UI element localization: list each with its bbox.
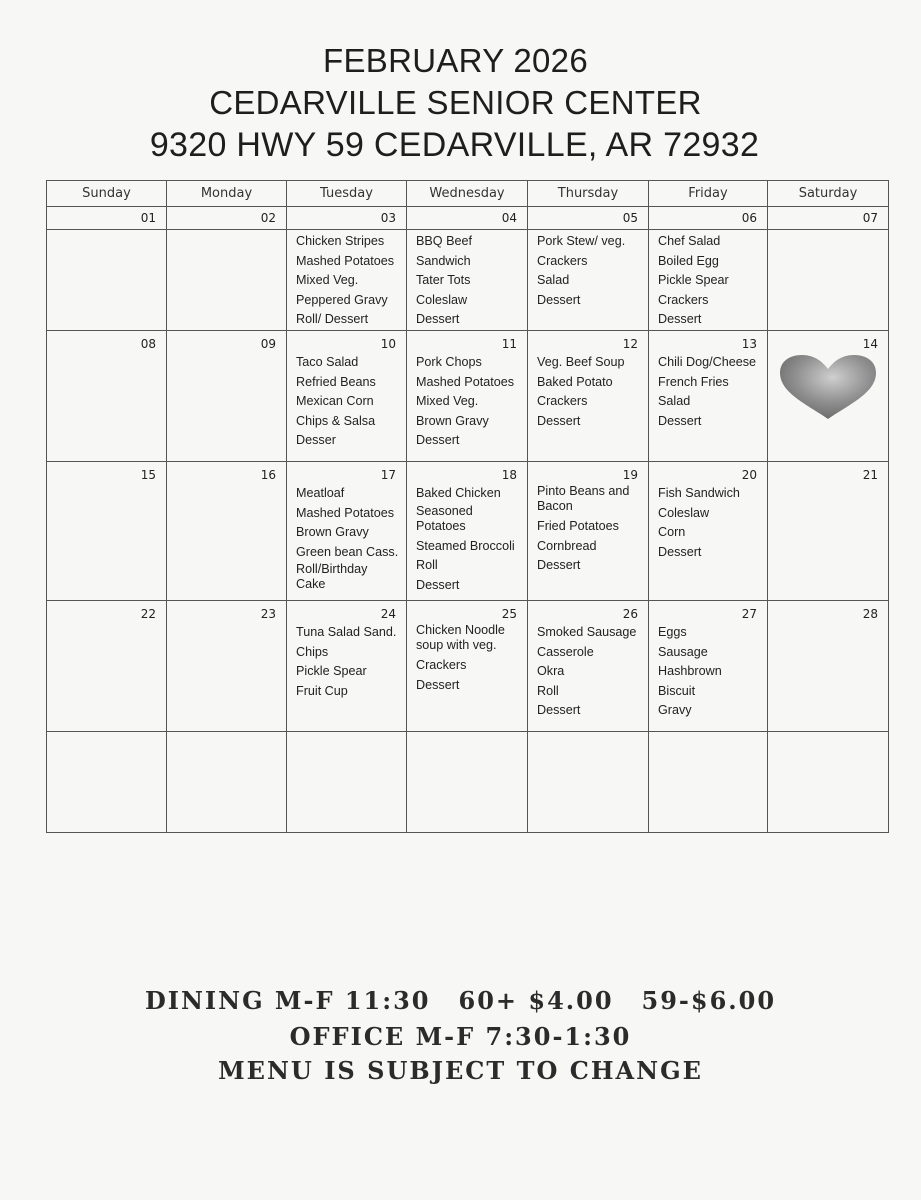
date-04: 04	[407, 207, 528, 230]
menu-list	[528, 230, 648, 310]
menu-item: Salad	[537, 273, 570, 288]
date-22: 22	[140, 607, 156, 621]
menu-item: Peppered Gravy	[296, 292, 388, 307]
menu-item: Biscuit	[658, 683, 696, 698]
day-cell-menu	[407, 462, 528, 601]
menu-item: Dessert	[658, 312, 702, 327]
weekday-tuesday: Tuesday	[287, 181, 407, 207]
menu-list	[407, 621, 527, 695]
date-14: 14	[862, 337, 878, 351]
menu-list	[649, 621, 767, 721]
menu-list	[287, 351, 406, 451]
date-11: 11	[501, 337, 517, 351]
menu-item: Brown Gravy	[416, 413, 489, 428]
day-cell	[47, 601, 167, 732]
day-cell	[407, 732, 528, 833]
menu-item: Refried Beans	[296, 374, 376, 389]
day-cell-menu	[287, 230, 407, 331]
weekday-thursday: Thursday	[528, 181, 649, 207]
menu-item: Coleslaw	[658, 505, 710, 520]
dining-hours: DINING M-F 11:30	[144, 986, 431, 1015]
date-24: 24	[380, 607, 396, 621]
menu-item: Mexican Corn	[296, 394, 374, 409]
day-cell	[47, 732, 167, 833]
calendar-header	[0, 40, 921, 166]
menu-item: Baked Chicken	[416, 486, 501, 500]
menu-item: Mashed Potatoes	[296, 505, 395, 520]
menu-item: Smoked Sausage	[537, 625, 637, 639]
menu-item: Crackers	[537, 394, 588, 409]
day-cell	[768, 230, 889, 331]
menu-item: Salad	[658, 394, 691, 409]
menu-item: Fried Potatoes	[537, 519, 619, 533]
menu-item: Fish Sandwich	[658, 486, 740, 500]
day-cell	[167, 331, 287, 462]
date-21: 21	[862, 468, 878, 482]
date-27: 27	[741, 607, 757, 621]
menu-item: Pickle Spear	[658, 273, 729, 288]
menu-item: Brown Gravy	[296, 525, 369, 540]
menu-item: Veg. Beef Soup	[537, 355, 625, 369]
date-07: 07	[768, 207, 889, 230]
day-cell	[768, 462, 889, 601]
price-60-plus: 60+ $4.00	[458, 986, 614, 1015]
menu-item: Boiled Egg	[658, 253, 719, 268]
menu-item: Dessert	[416, 312, 460, 327]
menu-list	[407, 482, 527, 595]
menu-item: Chef Salad	[658, 234, 721, 248]
day-cell-menu	[649, 230, 768, 331]
day-cell	[768, 601, 889, 732]
menu-list	[528, 482, 648, 576]
menu-list	[649, 351, 767, 431]
weekday-header-row	[47, 181, 889, 207]
menu-item: Pork Stew/ veg.	[537, 234, 626, 248]
day-cell	[167, 462, 287, 601]
menu-item: Chips & Salsa	[296, 413, 376, 428]
date-09: 09	[260, 337, 276, 351]
menu-item: Dessert	[416, 677, 460, 692]
menu-list	[649, 482, 767, 562]
day-cell-menu	[649, 462, 768, 601]
menu-list	[528, 621, 648, 721]
week5-empty-row	[47, 732, 889, 833]
menu-item: Chips	[296, 644, 329, 659]
date-13: 13	[741, 337, 757, 351]
date-03: 03	[287, 207, 407, 230]
menu-item: Chili Dog/Cheese	[658, 355, 757, 369]
day-cell	[167, 601, 287, 732]
day-cell-menu	[528, 331, 649, 462]
menu-list	[287, 621, 406, 701]
day-cell-menu	[528, 230, 649, 331]
day-cell	[167, 230, 287, 331]
week1-date-row	[47, 207, 889, 230]
week2-row	[47, 331, 889, 462]
menu-item: Cornbread	[537, 538, 597, 553]
menu-item: Fruit Cup	[296, 683, 348, 698]
menu-calendar	[46, 180, 889, 833]
menu-item: Dessert	[658, 544, 702, 559]
menu-item: French Fries	[658, 374, 729, 389]
weekday-friday: Friday	[649, 181, 768, 207]
date-18: 18	[501, 468, 517, 482]
center-name: CEDARVILLE SENIOR CENTER	[209, 84, 702, 121]
menu-item: Dessert	[537, 558, 581, 573]
menu-item: Coleslaw	[416, 292, 468, 307]
dining-info	[0, 986, 921, 1015]
day-cell	[528, 732, 649, 833]
menu-item: Meatloaf	[296, 486, 345, 500]
week3-row	[47, 462, 889, 601]
weekday-wednesday: Wednesday	[407, 181, 528, 207]
menu-item: Mixed Veg.	[296, 273, 359, 288]
day-cell-menu	[649, 331, 768, 462]
menu-item: Casserole	[537, 644, 594, 659]
date-08: 08	[140, 337, 156, 351]
menu-item: Chicken Noodle soup with veg.	[416, 623, 505, 652]
menu-notice: MENU IS SUBJECT TO CHANGE	[218, 1056, 703, 1085]
menu-item: Green bean Cass.	[296, 544, 399, 559]
menu-item: Taco Salad	[296, 355, 359, 369]
date-16: 16	[260, 468, 276, 482]
day-cell	[649, 732, 768, 833]
office-hours: OFFICE M-F 7:30-1:30	[289, 1022, 632, 1051]
menu-list	[649, 230, 767, 330]
day-cell-menu	[287, 331, 407, 462]
day-cell	[768, 331, 889, 462]
heart-icon	[778, 353, 878, 423]
menu-item: Crackers	[658, 292, 709, 307]
menu-list	[407, 351, 527, 451]
weekday-monday: Monday	[167, 181, 287, 207]
menu-item: Mashed Potatoes	[416, 374, 515, 389]
menu-item: Steamed Broccoli	[416, 538, 515, 553]
menu-item: Roll/Birthday Cake	[296, 562, 368, 592]
date-01: 01	[47, 207, 167, 230]
menu-item: Tater Tots	[416, 273, 471, 288]
day-cell-menu	[287, 601, 407, 732]
menu-list	[407, 230, 527, 330]
date-23: 23	[260, 607, 276, 621]
menu-item: Dessert	[537, 413, 581, 428]
menu-item: Dessert	[537, 292, 581, 307]
month-title: FEBRUARY 2026	[323, 42, 588, 79]
day-cell-menu	[407, 601, 528, 732]
weekday-sunday: Sunday	[47, 181, 167, 207]
day-cell	[47, 230, 167, 331]
menu-item: Corn	[658, 525, 686, 540]
day-cell-menu	[407, 230, 528, 331]
menu-item: Dessert	[537, 703, 581, 718]
day-cell-menu	[528, 462, 649, 601]
menu-item: Dessert	[416, 433, 460, 448]
week4-row	[47, 601, 889, 732]
menu-item: Sausage	[658, 644, 708, 659]
menu-item: Crackers	[416, 658, 467, 672]
day-cell	[47, 462, 167, 601]
menu-item: Roll/ Dessert	[296, 312, 369, 327]
weekday-saturday: Saturday	[768, 181, 889, 207]
menu-item: Mixed Veg.	[416, 394, 479, 409]
day-cell-menu	[287, 462, 407, 601]
menu-item: Roll	[537, 683, 559, 698]
date-05: 05	[528, 207, 649, 230]
center-address: 9320 HWY 59 CEDARVILLE, AR 72932	[149, 126, 760, 164]
menu-item: Baked Potato	[537, 374, 613, 389]
date-02: 02	[167, 207, 287, 230]
day-cell	[768, 732, 889, 833]
day-cell	[287, 732, 407, 833]
menu-item: Dessert	[658, 413, 702, 428]
date-28: 28	[862, 607, 878, 621]
date-26: 26	[622, 607, 638, 621]
date-20: 20	[741, 468, 757, 482]
menu-item: Tuna Salad Sand.	[296, 625, 397, 639]
menu-item: Seasoned Potatoes	[416, 503, 473, 533]
menu-item: Roll	[416, 558, 438, 573]
day-cell-menu	[528, 601, 649, 732]
menu-item: BBQ Beef	[416, 234, 473, 248]
menu-item: Crackers	[537, 253, 588, 268]
date-06: 06	[649, 207, 768, 230]
menu-item: Gravy	[658, 703, 692, 718]
menu-item: Okra	[537, 664, 565, 679]
day-cell-menu	[649, 601, 768, 732]
menu-item: Desser	[296, 433, 336, 448]
date-10: 10	[380, 337, 396, 351]
price-59-under: 59-$6.00	[641, 986, 777, 1015]
week1-menu-row	[47, 230, 889, 331]
menu-item: Eggs	[658, 625, 687, 639]
menu-item: Pinto Beans and Bacon	[537, 484, 630, 513]
menu-item: Mashed Potatoes	[296, 253, 395, 268]
menu-item: Dessert	[416, 577, 460, 592]
date-17: 17	[380, 468, 396, 482]
day-cell-menu	[407, 331, 528, 462]
menu-item: Chicken Stripes	[296, 234, 385, 248]
menu-item: Sandwich	[416, 253, 471, 268]
date-19: 19	[622, 468, 638, 482]
menu-item: Pickle Spear	[296, 664, 367, 679]
day-cell	[47, 331, 167, 462]
date-12: 12	[622, 337, 638, 351]
day-cell	[167, 732, 287, 833]
menu-item: Pork Chops	[416, 355, 482, 369]
menu-item: Hashbrown	[658, 664, 722, 679]
menu-list	[287, 482, 406, 592]
menu-list	[287, 230, 406, 330]
date-25: 25	[501, 607, 517, 621]
menu-list	[528, 351, 648, 431]
date-15: 15	[140, 468, 156, 482]
